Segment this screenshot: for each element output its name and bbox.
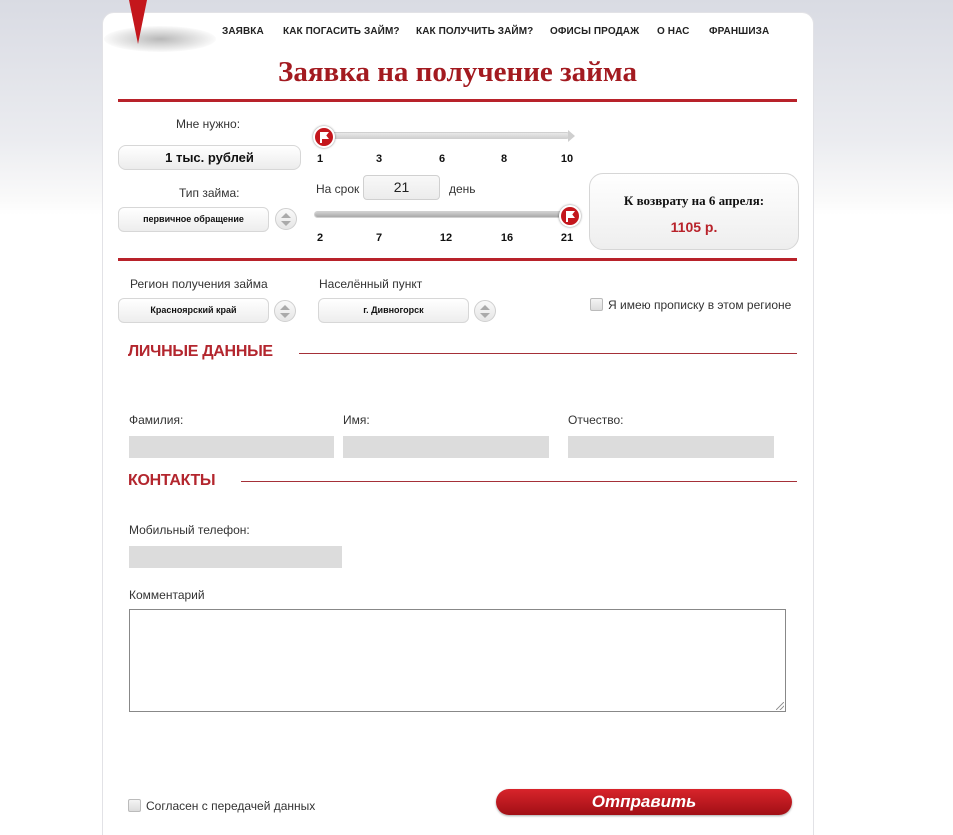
region-spinner-icon[interactable] (274, 300, 296, 322)
amount-tick: 1 (316, 153, 324, 165)
term-suffix-label: день (449, 182, 476, 196)
nav-item-how-to-repay[interactable]: КАК ПОГАСИТЬ ЗАЙМ? (283, 26, 400, 37)
return-title: К возврату на 6 апреля: (623, 193, 765, 208)
title-divider (118, 99, 797, 102)
contacts-section-line (241, 481, 797, 482)
loan-type-select[interactable]: первичное обращение (118, 207, 269, 232)
term-days-input[interactable]: 21 (363, 175, 440, 200)
patronymic-label: Отчество: (568, 413, 624, 427)
comment-label: Комментарий (129, 588, 205, 602)
term-slider-handle[interactable] (559, 205, 581, 227)
first-name-label: Имя: (343, 413, 370, 427)
slider-end-arrow-icon (568, 130, 575, 142)
amount-tick: 6 (438, 153, 446, 165)
flag-icon (320, 132, 329, 139)
term-tick: 12 (439, 232, 453, 244)
amount-tick: 3 (375, 153, 383, 165)
term-tick: 16 (500, 232, 514, 244)
amount-tick: 8 (500, 153, 508, 165)
return-summary (589, 173, 799, 250)
phone-label: Мобильный телефон: (129, 523, 250, 537)
region-select[interactable]: Красноярский край (118, 298, 269, 323)
resize-grip-icon[interactable] (776, 702, 784, 710)
amount-display: 1 тыс. рублей (118, 145, 301, 170)
term-slider[interactable] (314, 211, 572, 218)
nav-item-how-to-get[interactable]: КАК ПОЛУЧИТЬ ЗАЙМ? (416, 26, 534, 37)
region-label: Регион получения займа (130, 277, 268, 291)
nav-item-sales-offices[interactable]: ОФИСЫ ПРОДАЖ (550, 26, 640, 37)
amount-label: Мне нужно: (176, 117, 241, 131)
personal-section-line (299, 353, 797, 354)
registration-checkbox[interactable] (590, 298, 603, 311)
first-name-field[interactable] (343, 436, 549, 458)
term-tick: 21 (560, 232, 574, 244)
registration-label: Я имею прописку в этом регионе (608, 298, 792, 312)
city-spinner-icon[interactable] (474, 300, 496, 322)
logo-shadow (104, 26, 216, 52)
amount-slider[interactable] (318, 132, 570, 139)
amount-slider-handle[interactable] (313, 126, 335, 148)
amount-tick: 10 (560, 153, 574, 165)
personal-section-title: ЛИЧНЫЕ ДАННЫЕ (128, 343, 273, 360)
nav-item-about[interactable]: О НАС (657, 26, 690, 37)
phone-field[interactable] (129, 546, 342, 568)
calculator-divider (118, 258, 797, 261)
term-tick: 7 (375, 232, 383, 244)
loan-type-spinner-icon[interactable] (275, 208, 297, 230)
consent-checkbox[interactable] (128, 799, 141, 812)
consent-label: Согласен с передачей данных (146, 799, 316, 813)
submit-button[interactable]: Отправить (496, 789, 792, 815)
return-sum: 1105 р. (670, 219, 718, 235)
nav-item-application[interactable]: ЗАЯВКА (222, 26, 264, 37)
loan-type-label: Тип займа: (179, 186, 240, 200)
page-title: Заявка на получение займа (278, 56, 637, 88)
term-slider-fill (315, 212, 571, 217)
logo-pin-icon (129, 0, 147, 44)
city-select[interactable]: г. Дивногорск (318, 298, 469, 323)
contacts-section-title: КОНТАКТЫ (128, 472, 216, 489)
last-name-field[interactable] (129, 436, 334, 458)
comment-textarea[interactable] (129, 609, 786, 712)
city-label: Населённый пункт (319, 277, 423, 291)
term-prefix-label: На срок (316, 182, 360, 196)
nav-item-franchise[interactable]: ФРАНШИЗА (709, 26, 770, 37)
flag-icon (566, 211, 575, 218)
term-tick: 2 (316, 232, 324, 244)
last-name-label: Фамилия: (129, 413, 184, 427)
patronymic-field[interactable] (568, 436, 774, 458)
